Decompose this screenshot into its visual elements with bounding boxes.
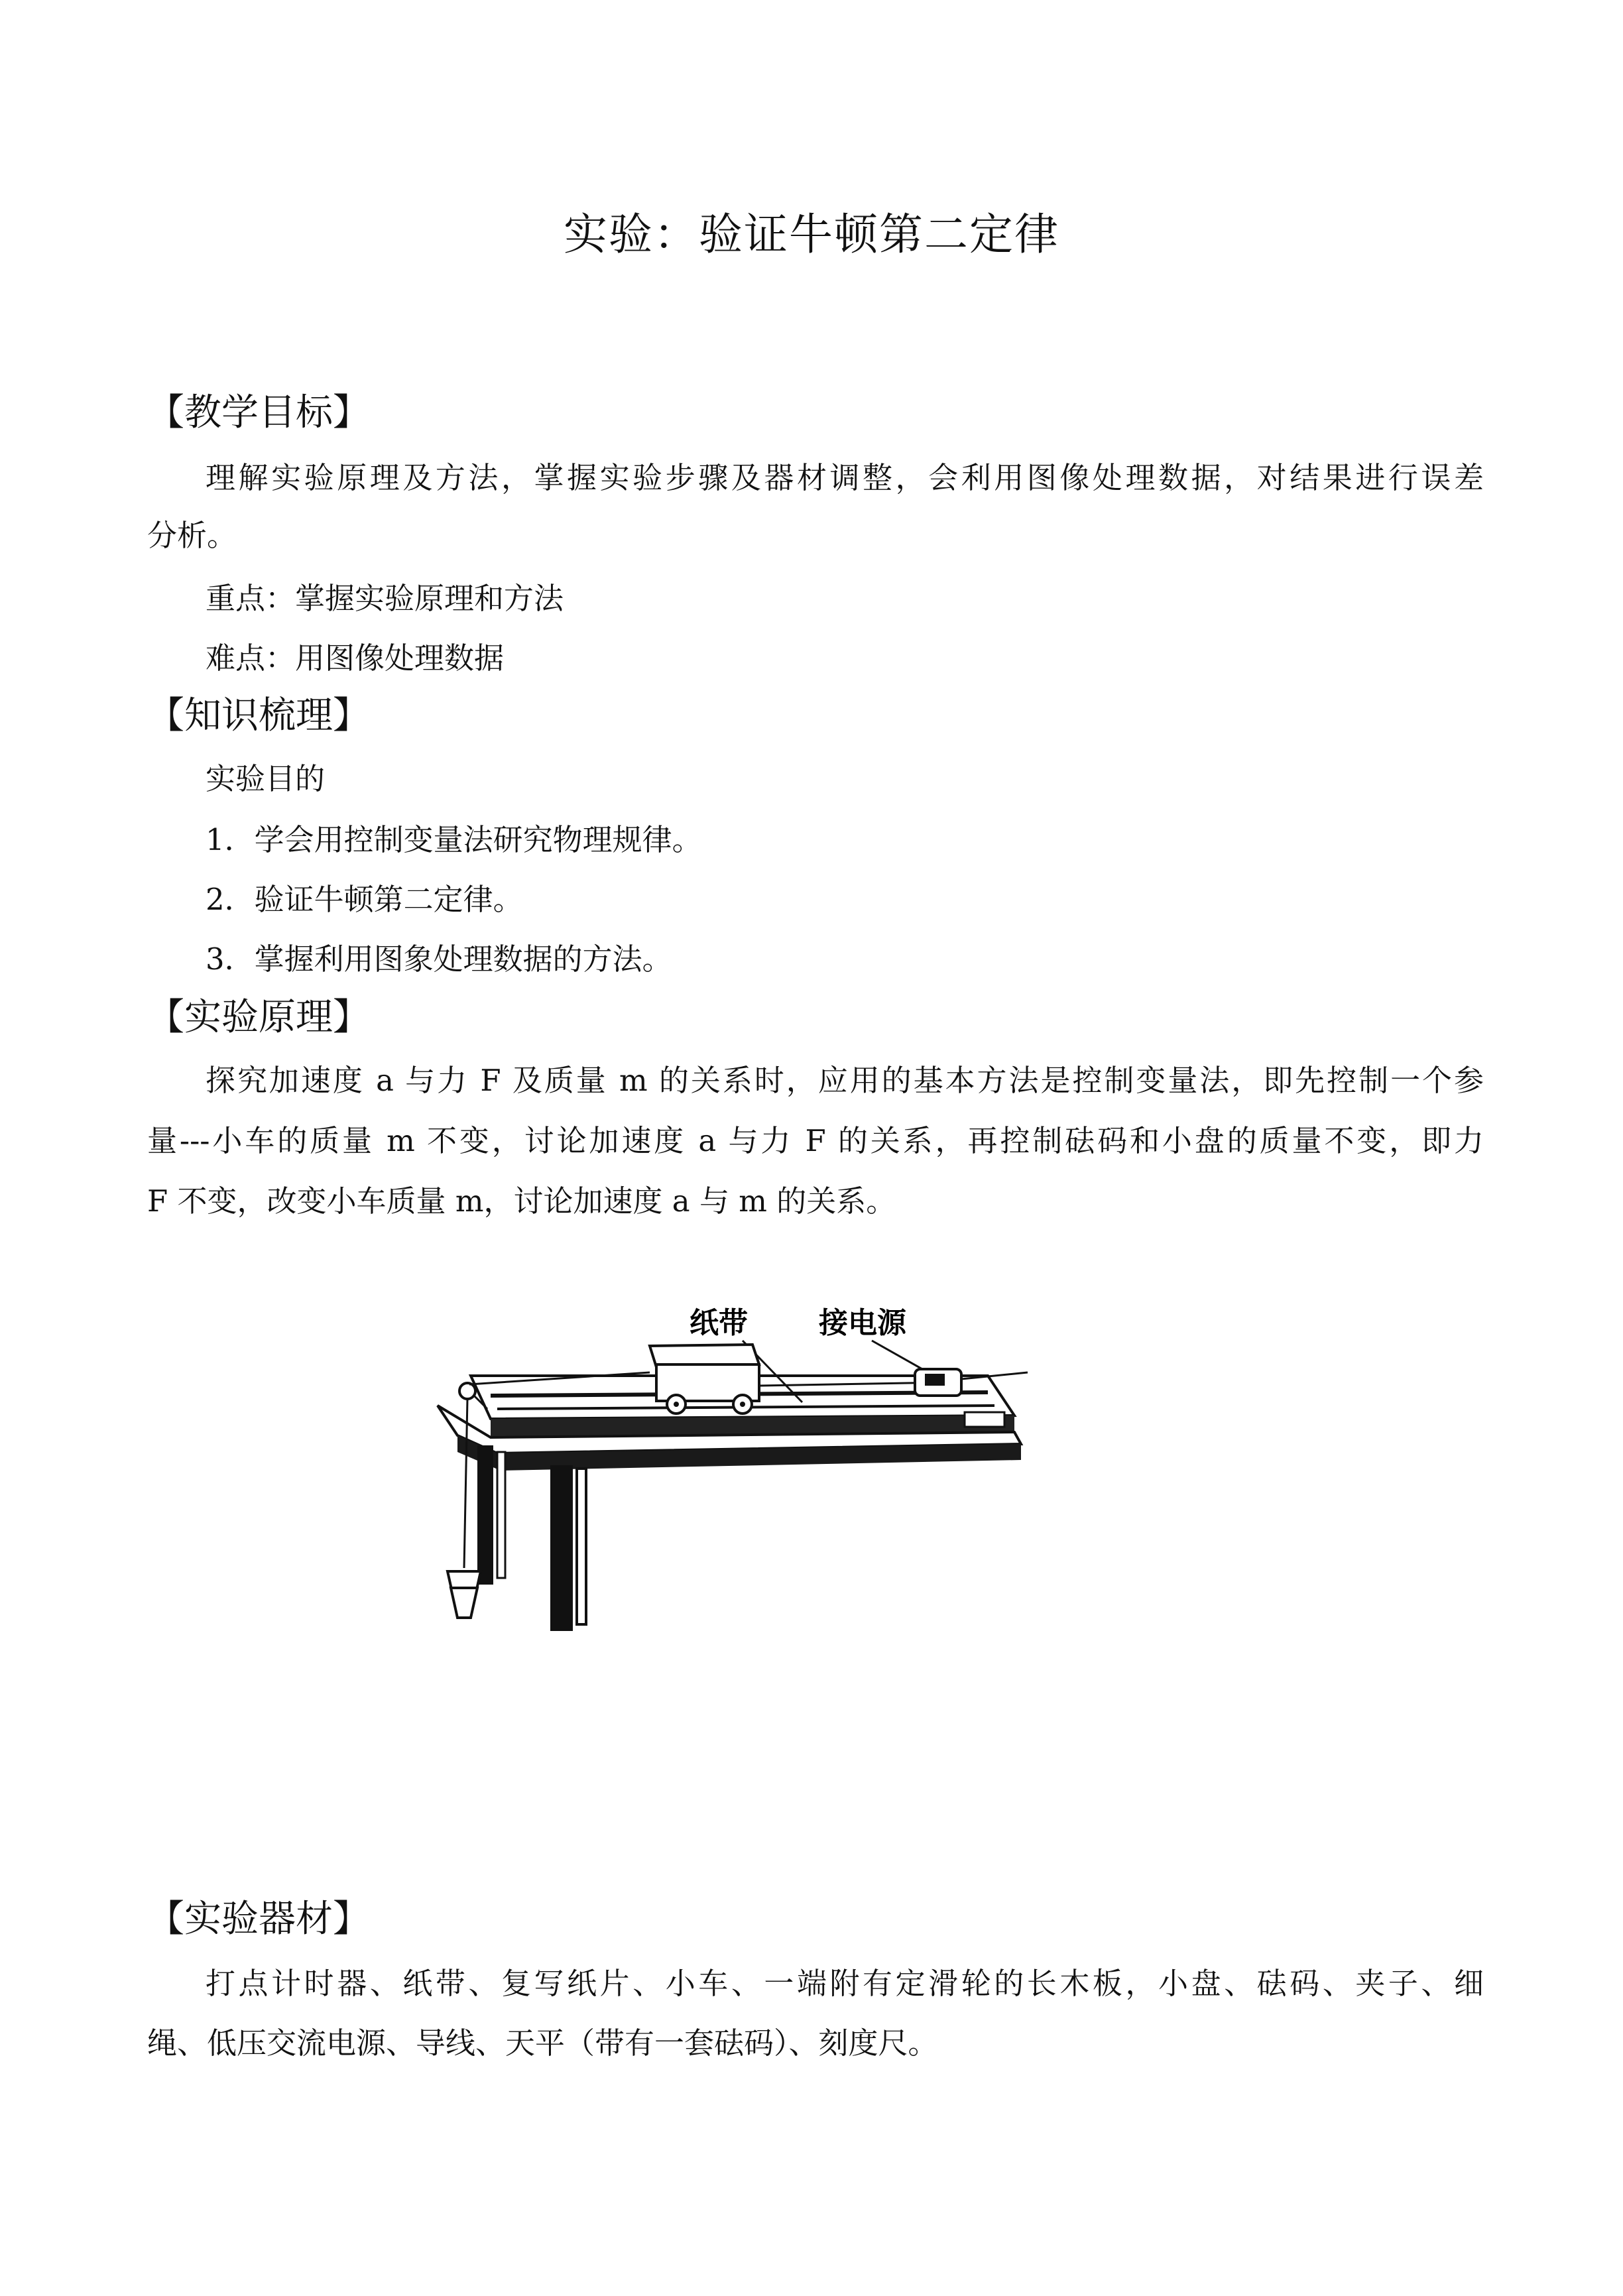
principle-line1: 探究加速度 a 与力 F 及质量 m 的关系时，应用的基本方法是控制变量法，即先控制一个参 (206, 1063, 1484, 1098)
goals-paragraph-line1: 理解实验原理及方法，掌握实验步骤及器材调整，会利用图像处理数据，对结果进行误差 (206, 460, 1484, 495)
page-title: 实验：验证牛顿第二定律 (564, 209, 1059, 260)
cart (650, 1345, 759, 1414)
equipment-line2: 绳、低压交流电源、导线、天平（带有一套砝码）、刻度尺。 (147, 2025, 938, 2061)
label-power-supply: 接电源 (819, 1306, 906, 1340)
table (438, 1406, 1021, 1631)
heading-equipment: 【实验器材】 (147, 1898, 370, 1941)
heading-principle: 【实验原理】 (147, 996, 370, 1039)
key-point: 重点：掌握实验原理和方法 (206, 581, 564, 616)
difficult-point: 难点：用图像处理数据 (206, 640, 505, 676)
label-paper-tape: 纸带 (690, 1306, 748, 1340)
equipment-line1: 打点计时器、纸带、复写纸片、小车、一端附有定滑轮的长木板，小盘、砝码、夹子、细 (206, 1966, 1484, 2001)
list-item: 3．掌握利用图象处理数据的方法。 (206, 941, 672, 977)
power-pointer-line (872, 1341, 928, 1372)
heading-teaching-goals: 【教学目标】 (147, 391, 370, 434)
goals-paragraph-line2: 分析。 (147, 518, 237, 553)
list-item: 2．验证牛顿第二定律。 (206, 882, 523, 917)
heading-knowledge: 【知识梳理】 (147, 694, 370, 737)
list-item: 1．学会用控制变量法研究物理规律。 (206, 822, 702, 857)
principle-line2: 量---小车的质量 m 不变，讨论加速度 a 与力 F 的关系，再控制砝码和小盘的质量不变，即力 (147, 1123, 1484, 1158)
principle-line3: F 不变，改变小车质量 m，讨论加速度 a 与 m 的关系。 (147, 1183, 896, 1219)
apparatus-figure (391, 1293, 1041, 1691)
experiment-purpose-label: 实验目的 (206, 761, 326, 796)
